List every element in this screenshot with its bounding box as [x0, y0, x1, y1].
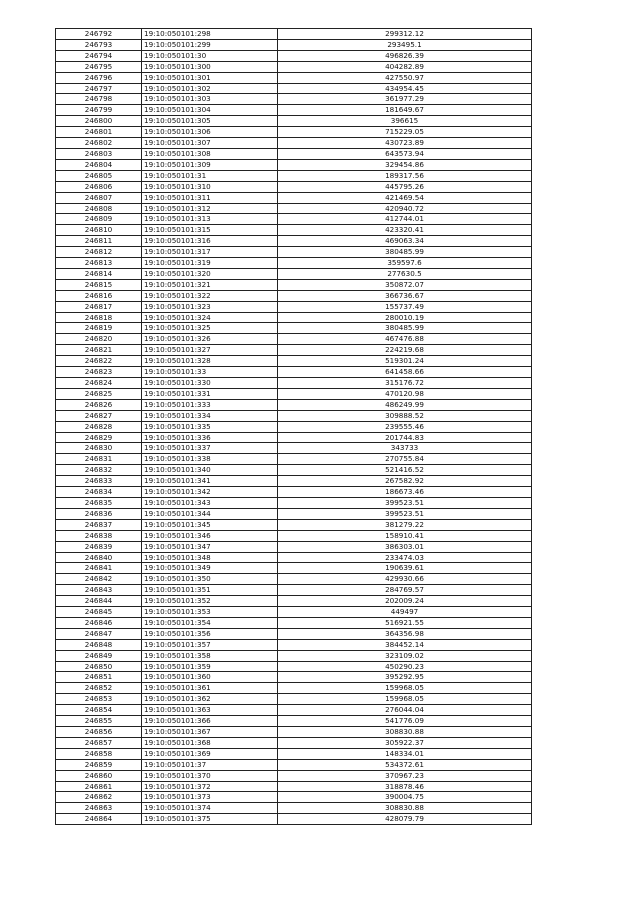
row-id-cell: 246801 [56, 127, 142, 138]
cadastral-number-cell: 19:10:050101:341 [142, 476, 278, 487]
table-row [56, 716, 532, 727]
table-row [56, 29, 532, 40]
row-id-cell: 246794 [56, 50, 142, 61]
row-id-cell: 246860 [56, 770, 142, 781]
cadastral-number-cell: 19:10:050101:357 [142, 639, 278, 650]
table-row [56, 203, 532, 214]
value-cell: 643573.94 [278, 148, 532, 159]
table-row [56, 596, 532, 607]
row-id-cell: 246845 [56, 607, 142, 618]
table-row [56, 628, 532, 639]
row-id-cell: 246806 [56, 181, 142, 192]
value-cell: 284769.57 [278, 585, 532, 596]
table-row [56, 497, 532, 508]
cadastral-number-cell: 19:10:050101:351 [142, 585, 278, 596]
value-cell: 189317.56 [278, 170, 532, 181]
value-cell: 467476.88 [278, 334, 532, 345]
table-row [56, 465, 532, 476]
table-row [56, 83, 532, 94]
value-cell: 470120.98 [278, 388, 532, 399]
row-id-cell: 246807 [56, 192, 142, 203]
cadastral-number-cell: 19:10:050101:353 [142, 607, 278, 618]
cadastral-number-cell: 19:10:050101:322 [142, 290, 278, 301]
cadastral-number-cell: 19:10:050101:349 [142, 563, 278, 574]
value-cell: 323109.02 [278, 650, 532, 661]
table-row [56, 421, 532, 432]
cadastral-number-cell: 19:10:050101:328 [142, 356, 278, 367]
table-row [56, 61, 532, 72]
cadastral-number-cell: 19:10:050101:30 [142, 50, 278, 61]
table-row [56, 258, 532, 269]
row-id-cell: 246820 [56, 334, 142, 345]
cadastral-number-cell: 19:10:050101:373 [142, 792, 278, 803]
cadastral-number-cell: 19:10:050101:304 [142, 105, 278, 116]
row-id-cell: 246859 [56, 759, 142, 770]
table-row [56, 727, 532, 738]
row-id-cell: 246842 [56, 574, 142, 585]
value-cell: 428079.79 [278, 814, 532, 825]
row-id-cell: 246802 [56, 138, 142, 149]
cadastral-number-cell: 19:10:050101:338 [142, 454, 278, 465]
cadastral-number-cell: 19:10:050101:374 [142, 803, 278, 814]
table-row [56, 410, 532, 421]
cadastral-number-cell: 19:10:050101:334 [142, 410, 278, 421]
value-cell: 277630.5 [278, 268, 532, 279]
row-id-cell: 246799 [56, 105, 142, 116]
table-row [56, 192, 532, 203]
cadastral-number-cell: 19:10:050101:361 [142, 683, 278, 694]
row-id-cell: 246796 [56, 72, 142, 83]
table-row [56, 574, 532, 585]
row-id-cell: 246815 [56, 279, 142, 290]
table-row [56, 487, 532, 498]
row-id-cell: 246809 [56, 214, 142, 225]
cadastral-number-cell: 19:10:050101:324 [142, 312, 278, 323]
cadastral-number-cell: 19:10:050101:309 [142, 159, 278, 170]
row-id-cell: 246841 [56, 563, 142, 574]
row-id-cell: 246827 [56, 410, 142, 421]
table-row [56, 748, 532, 759]
value-cell: 148334.01 [278, 748, 532, 759]
row-id-cell: 246853 [56, 694, 142, 705]
cadastral-number-cell: 19:10:050101:299 [142, 39, 278, 50]
value-cell: 224219.68 [278, 345, 532, 356]
value-cell: 308830.88 [278, 727, 532, 738]
value-cell: 445795.26 [278, 181, 532, 192]
cadastral-number-cell: 19:10:050101:321 [142, 279, 278, 290]
row-id-cell: 246837 [56, 519, 142, 530]
table-row [56, 781, 532, 792]
table-row [56, 236, 532, 247]
table-row [56, 552, 532, 563]
value-cell: 350872.07 [278, 279, 532, 290]
table-row [56, 476, 532, 487]
value-cell: 469063.34 [278, 236, 532, 247]
table-row [56, 563, 532, 574]
value-cell: 276044.04 [278, 705, 532, 716]
value-cell: 434954.45 [278, 83, 532, 94]
row-id-cell: 246834 [56, 487, 142, 498]
table-body [56, 29, 532, 825]
value-cell: 361977.29 [278, 94, 532, 105]
cadastral-number-cell: 19:10:050101:311 [142, 192, 278, 203]
table-row [56, 279, 532, 290]
table-row [56, 770, 532, 781]
row-id-cell: 246835 [56, 497, 142, 508]
row-id-cell: 246814 [56, 268, 142, 279]
value-cell: 364356.98 [278, 628, 532, 639]
cadastral-number-cell: 19:10:050101:342 [142, 487, 278, 498]
cadastral-number-cell: 19:10:050101:325 [142, 323, 278, 334]
row-id-cell: 246800 [56, 116, 142, 127]
row-id-cell: 246823 [56, 367, 142, 378]
cadastral-number-cell: 19:10:050101:372 [142, 781, 278, 792]
value-cell: 309888.52 [278, 410, 532, 421]
value-cell: 430723.89 [278, 138, 532, 149]
cadastral-number-cell: 19:10:050101:333 [142, 399, 278, 410]
cadastral-number-cell: 19:10:050101:331 [142, 388, 278, 399]
row-id-cell: 246808 [56, 203, 142, 214]
cadastral-number-cell: 19:10:050101:320 [142, 268, 278, 279]
value-cell: 390004.75 [278, 792, 532, 803]
value-cell: 370967.23 [278, 770, 532, 781]
cadastral-number-cell: 19:10:050101:330 [142, 378, 278, 389]
table-row [56, 432, 532, 443]
row-id-cell: 246803 [56, 148, 142, 159]
row-id-cell: 246828 [56, 421, 142, 432]
cadastral-number-cell: 19:10:050101:356 [142, 628, 278, 639]
table-row [56, 94, 532, 105]
cadastral-number-cell: 19:10:050101:370 [142, 770, 278, 781]
row-id-cell: 246836 [56, 508, 142, 519]
row-id-cell: 246792 [56, 29, 142, 40]
cadastral-number-cell: 19:10:050101:307 [142, 138, 278, 149]
table-row [56, 399, 532, 410]
table-row [56, 39, 532, 50]
table-row [56, 792, 532, 803]
table-row [56, 127, 532, 138]
value-cell: 386303.01 [278, 541, 532, 552]
value-cell: 399523.51 [278, 497, 532, 508]
row-id-cell: 246855 [56, 716, 142, 727]
row-id-cell: 246824 [56, 378, 142, 389]
row-id-cell: 246847 [56, 628, 142, 639]
value-cell: 449497 [278, 607, 532, 618]
value-cell: 159968.05 [278, 683, 532, 694]
cadastral-number-cell: 19:10:050101:319 [142, 258, 278, 269]
value-cell: 155737.49 [278, 301, 532, 312]
cadastral-number-cell: 19:10:050101:347 [142, 541, 278, 552]
value-cell: 159968.05 [278, 694, 532, 705]
value-cell: 399523.51 [278, 508, 532, 519]
cadastral-number-cell: 19:10:050101:360 [142, 672, 278, 683]
row-id-cell: 246811 [56, 236, 142, 247]
value-cell: 715229.05 [278, 127, 532, 138]
value-cell: 641458.66 [278, 367, 532, 378]
value-cell: 380485.99 [278, 247, 532, 258]
table-row [56, 170, 532, 181]
row-id-cell: 246864 [56, 814, 142, 825]
cadastral-number-cell: 19:10:050101:298 [142, 29, 278, 40]
row-id-cell: 246850 [56, 661, 142, 672]
value-cell: 396615 [278, 116, 532, 127]
table-row [56, 705, 532, 716]
table-row [56, 181, 532, 192]
cadastral-number-cell: 19:10:050101:306 [142, 127, 278, 138]
cadastral-number-cell: 19:10:050101:362 [142, 694, 278, 705]
value-cell: 395292.95 [278, 672, 532, 683]
cadastral-number-cell: 19:10:050101:308 [142, 148, 278, 159]
table-row [56, 290, 532, 301]
table-row [56, 694, 532, 705]
cadastral-number-cell: 19:10:050101:358 [142, 650, 278, 661]
cadastral-number-cell: 19:10:050101:359 [142, 661, 278, 672]
row-id-cell: 246793 [56, 39, 142, 50]
cadastral-number-cell: 19:10:050101:352 [142, 596, 278, 607]
cadastral-number-cell: 19:10:050101:344 [142, 508, 278, 519]
table-row [56, 138, 532, 149]
cadastral-number-cell: 19:10:050101:345 [142, 519, 278, 530]
table-row [56, 367, 532, 378]
value-cell: 299312.12 [278, 29, 532, 40]
cadastral-number-cell: 19:10:050101:335 [142, 421, 278, 432]
table-row [56, 378, 532, 389]
table-row [56, 585, 532, 596]
value-cell: 190639.61 [278, 563, 532, 574]
value-cell: 201744.83 [278, 432, 532, 443]
table-row [56, 650, 532, 661]
table-row [56, 814, 532, 825]
row-id-cell: 246798 [56, 94, 142, 105]
table-row [56, 737, 532, 748]
cadastral-number-cell: 19:10:050101:354 [142, 617, 278, 628]
cadastral-number-cell: 19:10:050101:336 [142, 432, 278, 443]
cadastral-number-cell: 19:10:050101:312 [142, 203, 278, 214]
row-id-cell: 246829 [56, 432, 142, 443]
table-row [56, 225, 532, 236]
value-cell: 305922.37 [278, 737, 532, 748]
row-id-cell: 246817 [56, 301, 142, 312]
row-id-cell: 246833 [56, 476, 142, 487]
table-row [56, 683, 532, 694]
value-cell: 359597.6 [278, 258, 532, 269]
cadastral-number-cell: 19:10:050101:366 [142, 716, 278, 727]
value-cell: 404282.89 [278, 61, 532, 72]
row-id-cell: 246805 [56, 170, 142, 181]
row-id-cell: 246804 [56, 159, 142, 170]
table-row [56, 301, 532, 312]
value-cell: 521416.52 [278, 465, 532, 476]
cadastral-number-cell: 19:10:050101:350 [142, 574, 278, 585]
row-id-cell: 246825 [56, 388, 142, 399]
table-row [56, 541, 532, 552]
table-row [56, 72, 532, 83]
cadastral-number-cell: 19:10:050101:37 [142, 759, 278, 770]
cadastral-number-cell: 19:10:050101:301 [142, 72, 278, 83]
value-cell: 381279.22 [278, 519, 532, 530]
table-row [56, 148, 532, 159]
table-row [56, 639, 532, 650]
cadastral-number-cell: 19:10:050101:337 [142, 443, 278, 454]
row-id-cell: 246819 [56, 323, 142, 334]
value-cell: 239555.46 [278, 421, 532, 432]
value-cell: 384452.14 [278, 639, 532, 650]
table-row [56, 454, 532, 465]
cadastral-number-cell: 19:10:050101:302 [142, 83, 278, 94]
row-id-cell: 246854 [56, 705, 142, 716]
row-id-cell: 246863 [56, 803, 142, 814]
table-row [56, 214, 532, 225]
cadastral-number-cell: 19:10:050101:343 [142, 497, 278, 508]
row-id-cell: 246816 [56, 290, 142, 301]
value-cell: 186673.46 [278, 487, 532, 498]
row-id-cell: 246830 [56, 443, 142, 454]
cadastral-number-cell: 19:10:050101:340 [142, 465, 278, 476]
cadastral-number-cell: 19:10:050101:313 [142, 214, 278, 225]
row-id-cell: 246813 [56, 258, 142, 269]
row-id-cell: 246839 [56, 541, 142, 552]
cadastral-number-cell: 19:10:050101:300 [142, 61, 278, 72]
row-id-cell: 246812 [56, 247, 142, 258]
cadastral-number-cell: 19:10:050101:326 [142, 334, 278, 345]
row-id-cell: 246849 [56, 650, 142, 661]
value-cell: 270755.84 [278, 454, 532, 465]
value-cell: 496826.39 [278, 50, 532, 61]
cadastral-number-cell: 19:10:050101:33 [142, 367, 278, 378]
value-cell: 486249.99 [278, 399, 532, 410]
value-cell: 329454.86 [278, 159, 532, 170]
table-row [56, 247, 532, 258]
cadastral-number-cell: 19:10:050101:368 [142, 737, 278, 748]
value-cell: 315176.72 [278, 378, 532, 389]
table-row [56, 443, 532, 454]
cadastral-number-cell: 19:10:050101:375 [142, 814, 278, 825]
cadastral-number-cell: 19:10:050101:303 [142, 94, 278, 105]
table-row [56, 661, 532, 672]
row-id-cell: 246822 [56, 356, 142, 367]
row-id-cell: 246818 [56, 312, 142, 323]
row-id-cell: 246844 [56, 596, 142, 607]
table-row [56, 116, 532, 127]
table-row [56, 356, 532, 367]
cadastral-number-cell: 19:10:050101:346 [142, 530, 278, 541]
table-row [56, 159, 532, 170]
row-id-cell: 246821 [56, 345, 142, 356]
value-cell: 427550.97 [278, 72, 532, 83]
value-cell: 181649.67 [278, 105, 532, 116]
cadastral-number-cell: 19:10:050101:327 [142, 345, 278, 356]
table-row [56, 323, 532, 334]
cadastral-number-cell: 19:10:050101:369 [142, 748, 278, 759]
value-cell: 293495.1 [278, 39, 532, 50]
value-cell: 450290.23 [278, 661, 532, 672]
row-id-cell: 246810 [56, 225, 142, 236]
value-cell: 280010.19 [278, 312, 532, 323]
table-row [56, 508, 532, 519]
value-cell: 516921.55 [278, 617, 532, 628]
cadastral-number-cell: 19:10:050101:310 [142, 181, 278, 192]
row-id-cell: 246846 [56, 617, 142, 628]
value-cell: 308830.88 [278, 803, 532, 814]
table-row [56, 334, 532, 345]
row-id-cell: 246843 [56, 585, 142, 596]
row-id-cell: 246826 [56, 399, 142, 410]
table-row [56, 105, 532, 116]
table-row [56, 803, 532, 814]
cadastral-number-cell: 19:10:050101:348 [142, 552, 278, 563]
value-cell: 158910.41 [278, 530, 532, 541]
row-id-cell: 246862 [56, 792, 142, 803]
table-row [56, 345, 532, 356]
table-row [56, 312, 532, 323]
row-id-cell: 246861 [56, 781, 142, 792]
value-cell: 429930.66 [278, 574, 532, 585]
table-row [56, 672, 532, 683]
table-row [56, 519, 532, 530]
value-cell: 541776.09 [278, 716, 532, 727]
value-cell: 380485.99 [278, 323, 532, 334]
table-row [56, 759, 532, 770]
value-cell: 423320.41 [278, 225, 532, 236]
table-row [56, 607, 532, 618]
value-cell: 233474.03 [278, 552, 532, 563]
table-row [56, 530, 532, 541]
row-id-cell: 246851 [56, 672, 142, 683]
table-row [56, 388, 532, 399]
value-cell: 202009.24 [278, 596, 532, 607]
cadastral-number-cell: 19:10:050101:31 [142, 170, 278, 181]
cadastral-number-cell: 19:10:050101:316 [142, 236, 278, 247]
row-id-cell: 246852 [56, 683, 142, 694]
table-row [56, 617, 532, 628]
value-cell: 318878.46 [278, 781, 532, 792]
value-cell: 519301.24 [278, 356, 532, 367]
cadastral-number-cell: 19:10:050101:315 [142, 225, 278, 236]
row-id-cell: 246838 [56, 530, 142, 541]
value-cell: 412744.01 [278, 214, 532, 225]
table-row [56, 268, 532, 279]
cadastral-number-cell: 19:10:050101:367 [142, 727, 278, 738]
cadastral-number-cell: 19:10:050101:323 [142, 301, 278, 312]
value-cell: 534372.61 [278, 759, 532, 770]
table-row [56, 50, 532, 61]
row-id-cell: 246857 [56, 737, 142, 748]
row-id-cell: 246797 [56, 83, 142, 94]
cadastral-number-cell: 19:10:050101:363 [142, 705, 278, 716]
value-cell: 343733 [278, 443, 532, 454]
value-cell: 421469.54 [278, 192, 532, 203]
row-id-cell: 246858 [56, 748, 142, 759]
row-id-cell: 246856 [56, 727, 142, 738]
value-cell: 366736.67 [278, 290, 532, 301]
cadastral-number-cell: 19:10:050101:305 [142, 116, 278, 127]
row-id-cell: 246840 [56, 552, 142, 563]
row-id-cell: 246832 [56, 465, 142, 476]
value-cell: 267582.92 [278, 476, 532, 487]
value-cell: 420940.72 [278, 203, 532, 214]
row-id-cell: 246848 [56, 639, 142, 650]
row-id-cell: 246831 [56, 454, 142, 465]
cadastral-number-cell: 19:10:050101:317 [142, 247, 278, 258]
data-table [55, 28, 532, 825]
row-id-cell: 246795 [56, 61, 142, 72]
